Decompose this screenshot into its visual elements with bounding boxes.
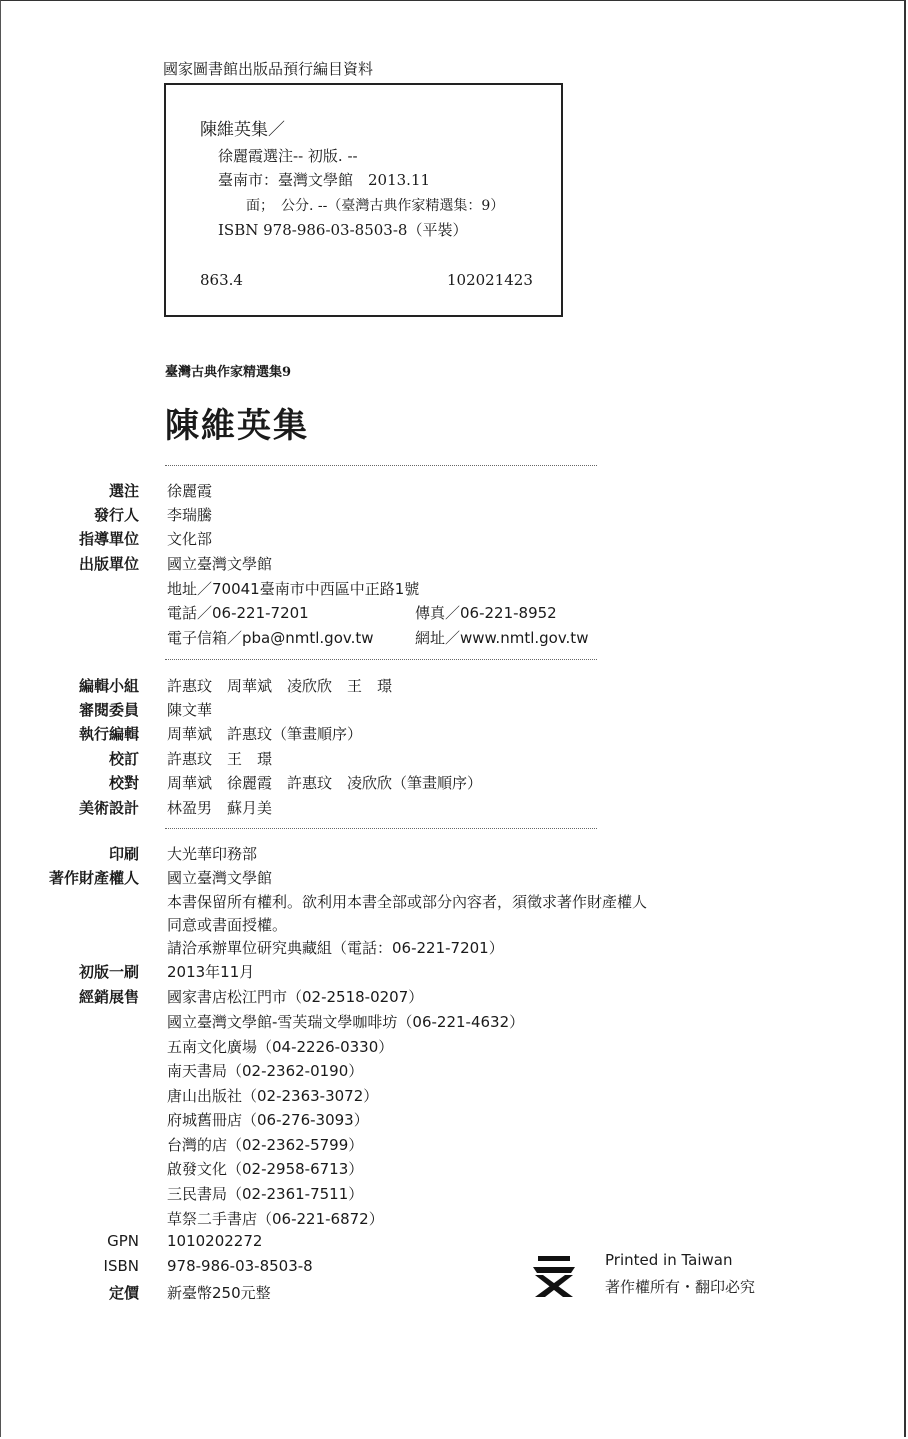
printed-in-taiwan: Printed in Taiwan (605, 1251, 733, 1269)
copyright-notice: 本書保留所有權利。欲利用本書全部或部分內容者，須徵求著作財產權人 (167, 893, 648, 911)
copyright-holder: 國立臺灣文學館 (167, 869, 273, 887)
series-name: 臺灣古典作家精選集9 (165, 365, 292, 380)
divider (165, 465, 597, 466)
credit-value: 林盈男 蘇月美 (167, 799, 273, 817)
credit-value: 文化部 (167, 530, 213, 548)
cip-isbn-line: ISBN 978-986-03-8503-8（平裝） (218, 221, 468, 239)
gpn-value: 1010202272 (167, 1232, 263, 1250)
distributor-item: 南天書局（02-2362-0190） (167, 1062, 364, 1080)
copyright-contact: 請洽承辦單位研究典藏組（電話：06-221-7201） (167, 939, 504, 957)
cip-title: 陳維英集／ (200, 120, 285, 140)
distributor-item: 國立臺灣文學館-雪芙瑞文學咖啡坊（06-221-4632） (167, 1013, 525, 1031)
book-title: 陳維英集 (165, 406, 309, 446)
isbn-value: 978-986-03-8503-8 (167, 1257, 313, 1275)
cip-physical-line: 面； 公分. --（臺灣古典作家精選集：9） (246, 198, 505, 214)
publisher-website: 網址／www.nmtl.gov.tw (415, 629, 589, 647)
publisher-address: 地址／70041臺南市中西區中正路1號 (167, 580, 420, 598)
credit-value: 國立臺灣文學館 (167, 555, 273, 573)
credit-label: 執行編輯 (78, 725, 139, 743)
credit-value: 陳文華 (167, 701, 213, 719)
credit-label: 美術設計 (78, 799, 139, 817)
divider (165, 828, 597, 829)
credit-value: 許惠玟 周華斌 凌欣欣 王 璟 (167, 677, 393, 695)
distributor-item: 唐山出版社（02-2363-3072） (167, 1087, 379, 1105)
publisher-fax: 傳真／06-221-8952 (415, 604, 557, 622)
publisher-phone: 電話／06-221-7201 (167, 604, 309, 622)
credit-value: 周華斌 徐麗霞 許惠玟 凌欣欣（筆畫順序） (167, 774, 483, 792)
credit-value: 周華斌 許惠玟（筆畫順序） (167, 725, 363, 743)
distributor-item: 草祭二手書店（06-221-6872） (167, 1210, 384, 1228)
cip-record-box (164, 83, 563, 317)
distributor-item: 府城舊冊店（06-276-3093） (167, 1111, 369, 1129)
edition-value: 2013年11月 (167, 963, 255, 981)
credit-value: 徐麗霞 (167, 482, 213, 500)
price-label: 定價 (108, 1284, 139, 1302)
printer-label: 印刷 (108, 845, 139, 863)
culture-ministry-logo-icon (531, 1253, 577, 1299)
credit-label: 發行人 (93, 506, 139, 524)
cip-record-number: 102021423 (447, 271, 533, 289)
printer-value: 大光華印務部 (167, 845, 258, 863)
credit-label: 校訂 (108, 750, 139, 768)
credit-label: 校對 (108, 774, 139, 792)
credit-value: 許惠玟 王 璟 (167, 750, 273, 768)
cip-heading: 國家圖書館出版品預行編目資料 (163, 60, 374, 78)
distributor-item: 台灣的店（02-2362-5799） (167, 1136, 364, 1154)
all-rights-reserved: 著作權所有・翻印必究 (605, 1278, 756, 1296)
cip-author-line: 徐麗霞選注-- 初版. -- (218, 147, 358, 165)
divider (165, 659, 597, 660)
gpn-label: GPN (107, 1232, 139, 1250)
cip-classification: 863.4 (200, 271, 243, 289)
distributor-item: 五南文化廣場（04-2226-0330） (167, 1038, 394, 1056)
distribution-label: 經銷展售 (78, 988, 139, 1006)
credit-label: 出版單位 (78, 555, 139, 573)
credit-label: 編輯小組 (78, 677, 139, 695)
cip-publisher-line: 臺南市：臺灣文學館 2013.11 (218, 171, 431, 189)
credit-label: 審閱委員 (78, 701, 139, 719)
price-value: 新臺幣250元整 (167, 1284, 271, 1302)
edition-label: 初版一刷 (78, 963, 139, 981)
publisher-email: 電子信箱／pba@nmtl.gov.tw (167, 629, 374, 647)
isbn-label: ISBN (103, 1257, 139, 1275)
credit-value: 李瑞騰 (167, 506, 213, 524)
distributor-item: 三民書局（02-2361-7511） (167, 1185, 364, 1203)
copyright-label: 著作財產權人 (48, 869, 139, 887)
distributor-item: 啟發文化（02-2958-6713） (167, 1160, 364, 1178)
credit-label: 指導單位 (78, 530, 139, 548)
distributor-item: 國家書店松江門市（02-2518-0207） (167, 988, 424, 1006)
copyright-notice: 同意或書面授權。 (167, 916, 288, 934)
credit-label: 選注 (108, 482, 139, 500)
